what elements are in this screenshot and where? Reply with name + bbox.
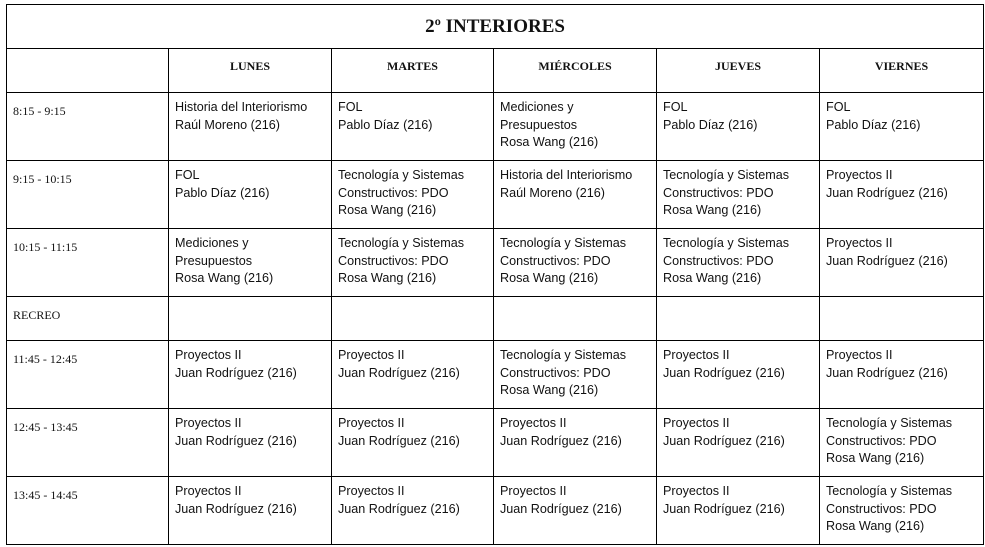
schedule-cell [820, 477, 984, 545]
schedule-cell [332, 93, 494, 161]
timetable-body [7, 5, 984, 545]
schedule-cell [169, 409, 332, 477]
time-slot-cell: 8:15 - 9:15 [7, 93, 169, 161]
cell-line: Constructivos: PDO [338, 185, 449, 200]
schedule-cell [169, 161, 332, 229]
cell-line: Juan Rodríguez (216) [175, 501, 297, 516]
cell-line: Juan Rodríguez (216) [338, 501, 460, 516]
cell-line: Tecnología y Sistemas [338, 236, 464, 250]
cell-line: Tecnología y Sistemas [663, 236, 789, 250]
schedule-cell [820, 229, 984, 297]
schedule-cell [494, 229, 657, 297]
time-slot-cell: 13:45 - 14:45 [7, 477, 169, 545]
day-header-lunes: LUNES [169, 49, 332, 93]
cell-line: Constructivos: PDO [826, 501, 937, 516]
cell-line: Rosa Wang (216) [500, 271, 599, 285]
cell-line: Constructivos: PDO [826, 433, 937, 448]
cell-line: Tecnología y Sistemas [338, 168, 464, 182]
schedule-cell [657, 161, 820, 229]
day-header-row [7, 49, 984, 93]
cell-line: Rosa Wang (216) [663, 203, 762, 217]
schedule-cell [332, 229, 494, 297]
schedule-cell [494, 341, 657, 409]
schedule-cell [820, 93, 984, 161]
cell-line: Raúl Moreno (216) [175, 117, 280, 132]
cell-line: Pablo Díaz (216) [175, 185, 270, 200]
schedule-row [7, 297, 984, 341]
schedule-cell [657, 297, 820, 341]
cell-line: Constructivos: PDO [663, 253, 774, 268]
time-slot-cell: RECREO [7, 297, 169, 341]
cell-line: Pablo Díaz (216) [826, 117, 921, 132]
cell-line: Juan Rodríguez (216) [826, 365, 948, 380]
cell-line: Tecnología y Sistemas [826, 416, 952, 430]
cell-line: Tecnología y Sistemas [500, 348, 626, 362]
cell-line: Pablo Díaz (216) [663, 117, 758, 132]
cell-line: Juan Rodríguez (216) [338, 365, 460, 380]
schedule-cell [169, 93, 332, 161]
cell-line: Constructivos: PDO [500, 253, 611, 268]
time-slot-cell: 11:45 - 12:45 [7, 341, 169, 409]
schedule-cell [494, 93, 657, 161]
cell-line: Rosa Wang (216) [500, 135, 599, 149]
cell-line: Pablo Díaz (216) [338, 117, 433, 132]
schedule-cell [494, 409, 657, 477]
cell-line: Rosa Wang (216) [338, 203, 437, 217]
schedule-cell [332, 297, 494, 341]
cell-line: Juan Rodríguez (216) [500, 501, 622, 516]
cell-line: Proyectos II [175, 348, 242, 362]
schedule-row [7, 161, 984, 229]
cell-line: Rosa Wang (216) [663, 271, 762, 285]
day-header-miercoles: MIÉRCOLES [494, 49, 657, 93]
schedule-cell [657, 229, 820, 297]
time-slot-cell: 12:45 - 13:45 [7, 409, 169, 477]
schedule-cell [169, 229, 332, 297]
cell-line: Presupuestos [175, 253, 253, 268]
cell-line: Proyectos II [500, 416, 567, 430]
cell-line: Proyectos II [663, 416, 730, 430]
schedule-row [7, 93, 984, 161]
schedule-cell [820, 161, 984, 229]
day-header-viernes: VIERNES [820, 49, 984, 93]
cell-line: Constructivos: PDO [500, 365, 611, 380]
schedule-row [7, 477, 984, 545]
cell-line: Proyectos II [175, 484, 242, 498]
schedule-cell [657, 93, 820, 161]
cell-line: Historia del Interiorismo [175, 100, 308, 114]
cell-line: Juan Rodríguez (216) [826, 253, 948, 268]
schedule-cell [820, 297, 984, 341]
cell-line: Juan Rodríguez (216) [175, 365, 297, 380]
cell-line: Proyectos II [826, 168, 893, 182]
cell-line: Historia del Interiorismo [500, 168, 633, 182]
cell-line: Proyectos II [338, 484, 405, 498]
cell-line: Tecnología y Sistemas [500, 236, 626, 250]
cell-line: Juan Rodríguez (216) [338, 433, 460, 448]
schedule-cell [169, 297, 332, 341]
cell-line: Proyectos II [826, 236, 893, 250]
schedule-cell [494, 297, 657, 341]
schedule-cell [332, 341, 494, 409]
cell-line: Rosa Wang (216) [500, 383, 599, 397]
cell-line: Rosa Wang (216) [338, 271, 437, 285]
schedule-row [7, 341, 984, 409]
schedule-cell [332, 161, 494, 229]
cell-line: Juan Rodríguez (216) [175, 433, 297, 448]
schedule-cell [169, 341, 332, 409]
schedule-cell [820, 341, 984, 409]
cell-line: Proyectos II [663, 348, 730, 362]
title-row [7, 5, 984, 49]
day-header-jueves: JUEVES [657, 49, 820, 93]
schedule-cell [820, 409, 984, 477]
cell-line: Juan Rodríguez (216) [500, 433, 622, 448]
cell-line: Presupuestos [500, 117, 578, 132]
cell-line: FOL [175, 168, 200, 182]
schedule-cell [332, 409, 494, 477]
schedule-row [7, 229, 984, 297]
cell-line: FOL [826, 100, 851, 114]
schedule-cell [657, 477, 820, 545]
timetable-title: 2º INTERIORES [7, 5, 984, 49]
timetable [6, 4, 984, 545]
cell-line: Proyectos II [826, 348, 893, 362]
cell-line: Raúl Moreno (216) [500, 185, 605, 200]
cell-line: FOL [338, 100, 363, 114]
schedule-cell [332, 477, 494, 545]
schedule-cell [494, 477, 657, 545]
cell-line: Constructivos: PDO [338, 253, 449, 268]
corner-header-cell [7, 49, 169, 93]
cell-line: Juan Rodríguez (216) [826, 185, 948, 200]
cell-line: Mediciones y [175, 236, 249, 250]
cell-line: Tecnología y Sistemas [826, 484, 952, 498]
schedule-cell [657, 341, 820, 409]
time-slot-cell: 10:15 - 11:15 [7, 229, 169, 297]
time-slot-cell: 9:15 - 10:15 [7, 161, 169, 229]
cell-line: Juan Rodríguez (216) [663, 501, 785, 516]
cell-line: Constructivos: PDO [663, 185, 774, 200]
cell-line: Proyectos II [500, 484, 567, 498]
cell-line: Rosa Wang (216) [826, 519, 925, 533]
cell-line: Juan Rodríguez (216) [663, 365, 785, 380]
cell-line: Rosa Wang (216) [175, 271, 274, 285]
cell-line: Proyectos II [338, 348, 405, 362]
cell-line: Rosa Wang (216) [826, 451, 925, 465]
schedule-cell [657, 409, 820, 477]
schedule-cell [494, 161, 657, 229]
cell-line: Tecnología y Sistemas [663, 168, 789, 182]
cell-line: Juan Rodríguez (216) [663, 433, 785, 448]
cell-line: Proyectos II [338, 416, 405, 430]
cell-line: FOL [663, 100, 688, 114]
cell-line: Mediciones y [500, 100, 574, 114]
cell-line: Proyectos II [175, 416, 242, 430]
schedule-cell [169, 477, 332, 545]
schedule-row [7, 409, 984, 477]
day-header-martes: MARTES [332, 49, 494, 93]
cell-line: Proyectos II [663, 484, 730, 498]
